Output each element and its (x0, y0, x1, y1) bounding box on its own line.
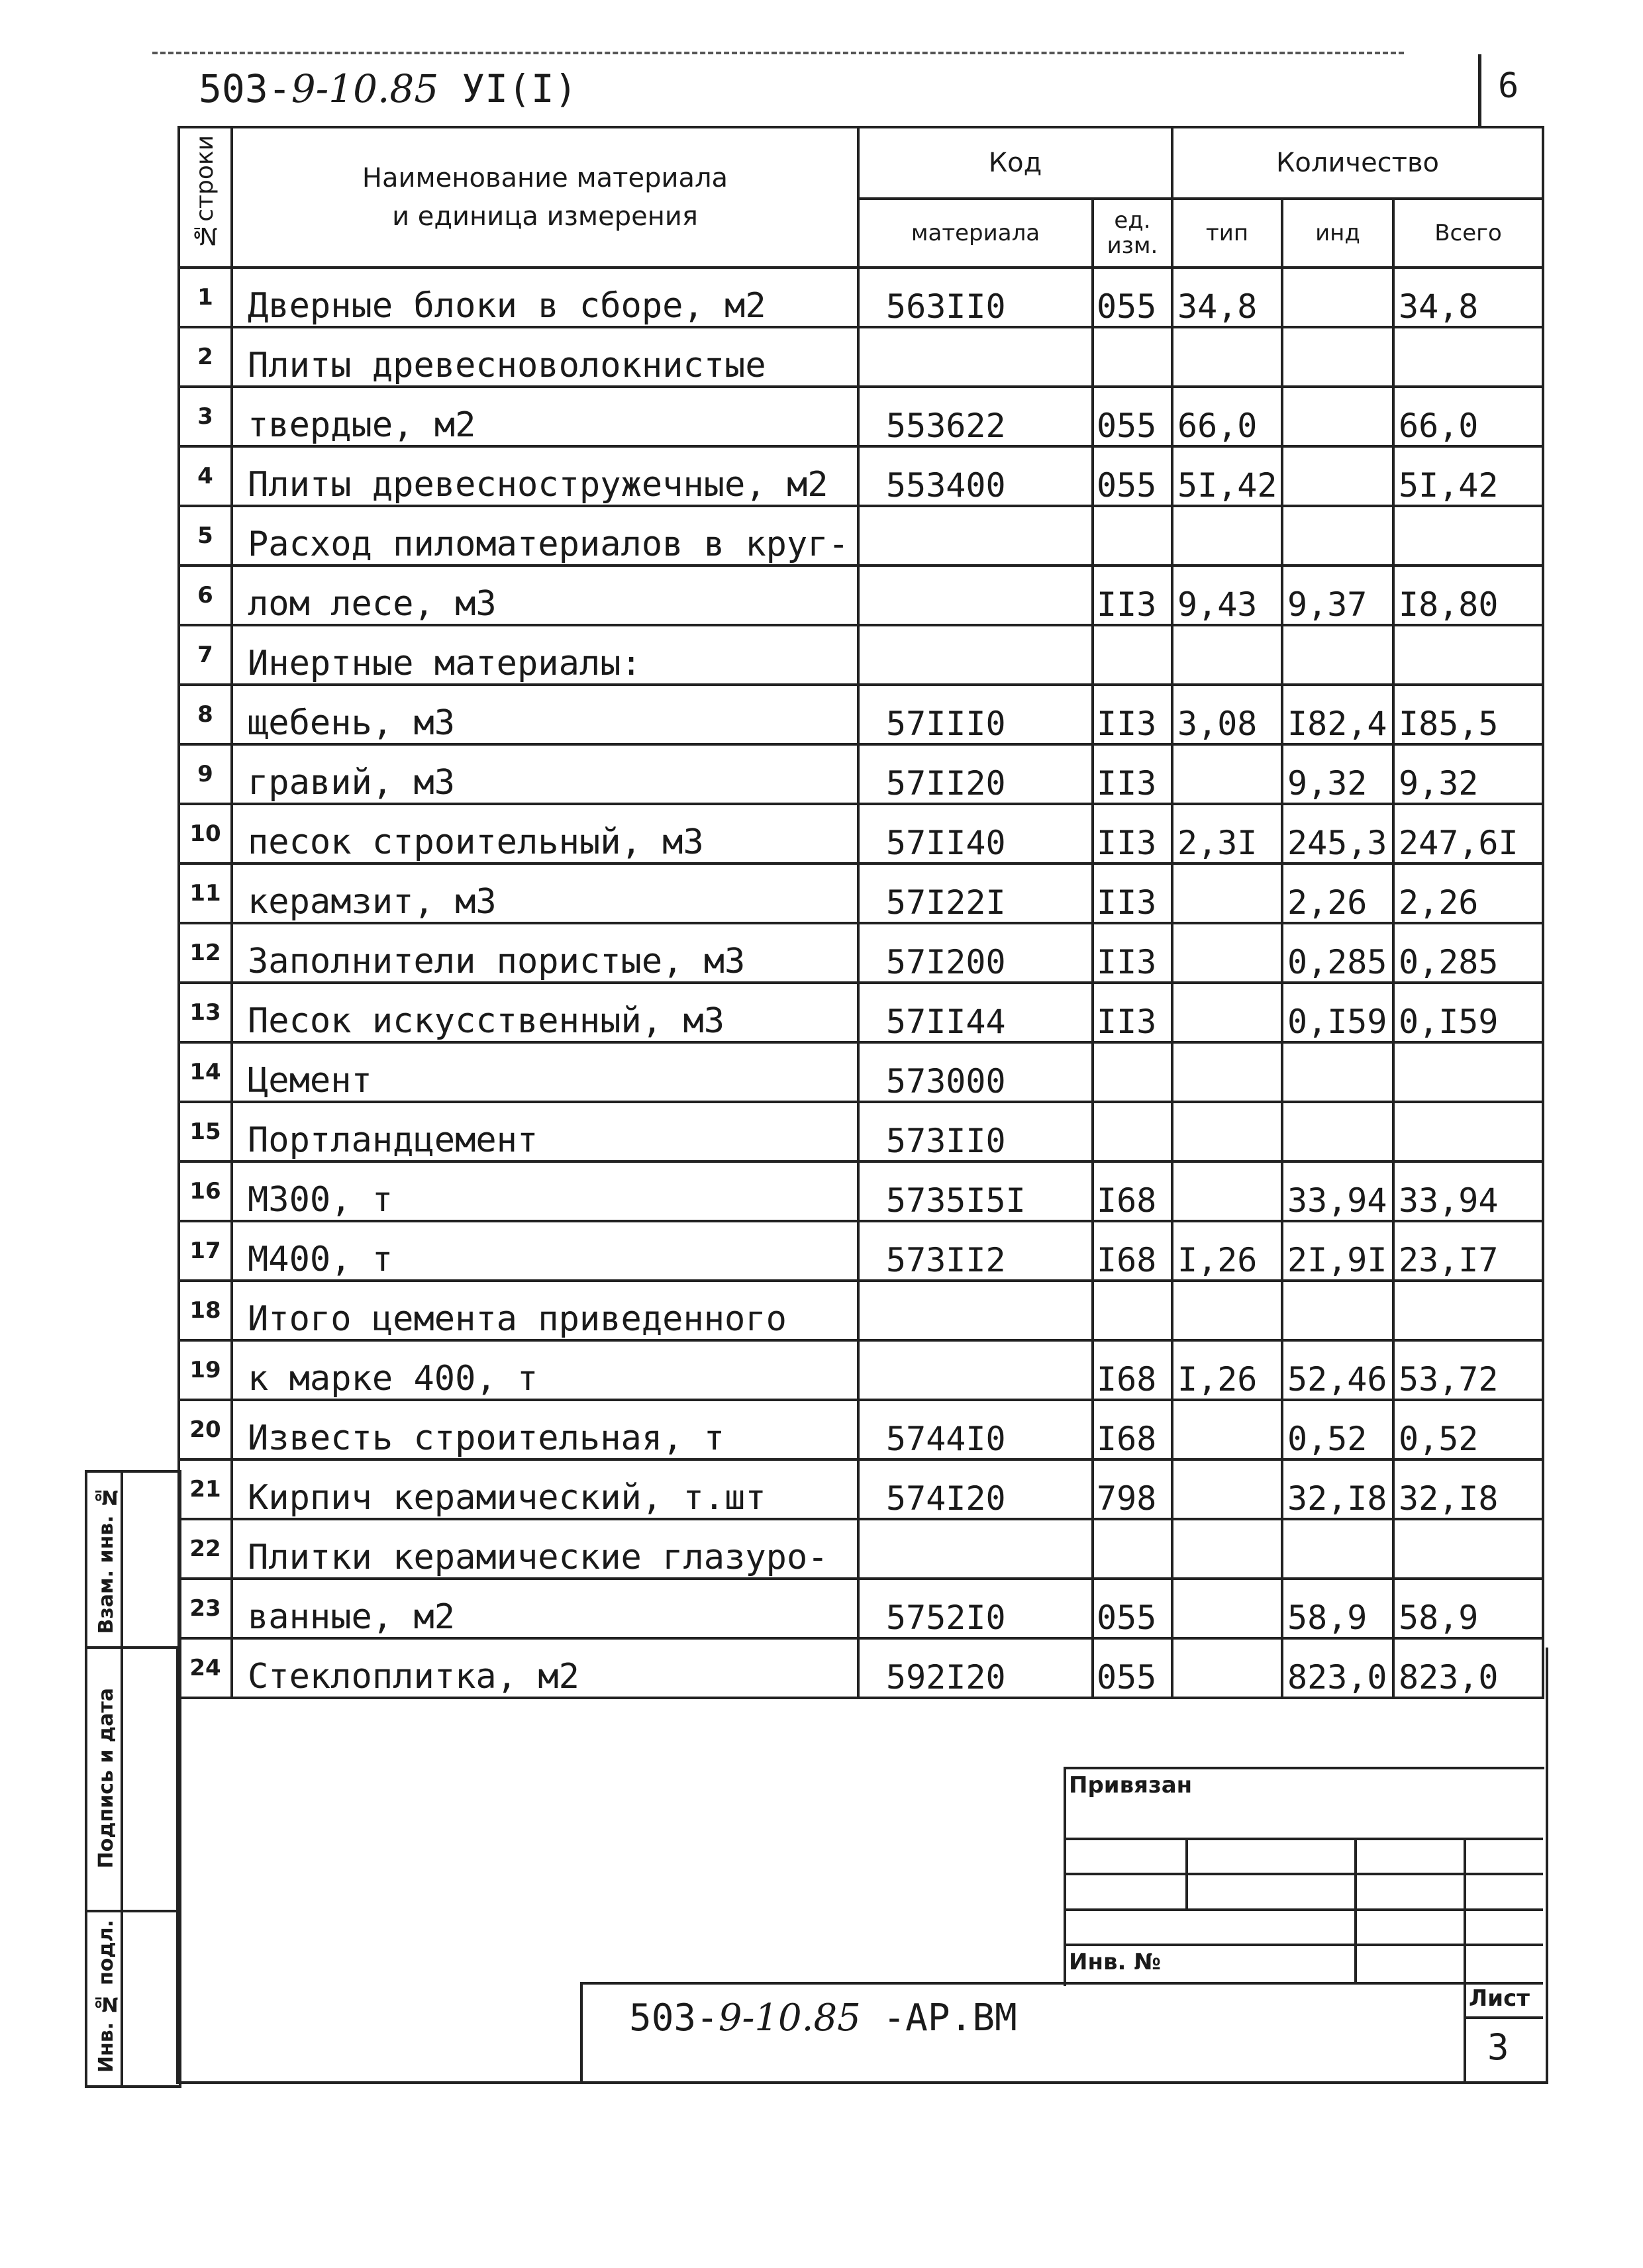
material-name: М300, т (232, 1161, 858, 1221)
qty-total: 0,52 (1393, 1400, 1543, 1459)
side-label-replace: Взам. инв. № (94, 1485, 118, 1634)
material-name: Кирпич керамический, т.шт (232, 1459, 858, 1519)
unit-code (1093, 1102, 1172, 1161)
unit-code: II3 (1093, 923, 1172, 983)
qty-individual (1282, 327, 1393, 387)
row-number: 1 (179, 268, 232, 327)
material-name: Итого цемента приведенного (232, 1281, 858, 1340)
material-code: 592I20 (858, 1638, 1093, 1698)
table-row (179, 506, 1543, 566)
row-number: 6 (179, 566, 232, 625)
qty-total: 53,72 (1393, 1340, 1543, 1400)
qty-type: 34,8 (1172, 268, 1282, 327)
qty-individual (1282, 387, 1393, 446)
table-row (179, 1042, 1543, 1102)
row-number: 18 (179, 1281, 232, 1340)
qty-type (1172, 1281, 1282, 1340)
table-row (179, 446, 1543, 506)
table-row (179, 1221, 1543, 1281)
header-code-unit: ед. изм. (1093, 199, 1172, 268)
qty-type (1172, 625, 1282, 685)
qty-individual (1282, 1519, 1393, 1579)
qty-type: 9,43 (1172, 566, 1282, 625)
unit-code (1093, 1519, 1172, 1579)
material-code: 563II0 (858, 268, 1093, 327)
material-name: к марке 400, т (232, 1340, 858, 1400)
qty-individual (1282, 1102, 1393, 1161)
table-row (179, 1102, 1543, 1161)
qty-type (1172, 506, 1282, 566)
header-code-material: материала (858, 199, 1093, 268)
material-name: гравий, м3 (232, 744, 858, 804)
table-row (179, 387, 1543, 446)
material-code: 57I22I (858, 863, 1093, 923)
row-number: 21 (179, 1459, 232, 1519)
unit-code: I68 (1093, 1221, 1172, 1281)
page-number: 6 (1498, 66, 1519, 106)
qty-total: 33,94 (1393, 1161, 1543, 1221)
unit-code: II3 (1093, 685, 1172, 744)
table-row (179, 685, 1543, 744)
qty-total: I85,5 (1393, 685, 1543, 744)
row-number: 10 (179, 804, 232, 863)
qty-individual (1282, 625, 1393, 685)
material-code: 574I20 (858, 1459, 1093, 1519)
header-material-name-line2: и единица измерения (392, 201, 698, 232)
row-number: 5 (179, 506, 232, 566)
material-code: 553400 (858, 446, 1093, 506)
qty-type: 66,0 (1172, 387, 1282, 446)
material-code: 57II40 (858, 804, 1093, 863)
qty-total: 32,I8 (1393, 1459, 1543, 1519)
table-row (179, 566, 1543, 625)
qty-individual: I82,4 (1282, 685, 1393, 744)
row-number: 15 (179, 1102, 232, 1161)
row-number: 11 (179, 863, 232, 923)
qty-individual (1282, 1042, 1393, 1102)
qty-individual: 33,94 (1282, 1161, 1393, 1221)
qty-total: 58,9 (1393, 1579, 1543, 1638)
side-label-signature: Подпись и дата (94, 1687, 118, 1869)
qty-total: 23,I7 (1393, 1221, 1543, 1281)
qty-total (1393, 1281, 1543, 1340)
qty-type: 5I,42 (1172, 446, 1282, 506)
qty-total (1393, 327, 1543, 387)
material-name: песок строительный, м3 (232, 804, 858, 863)
qty-total: 9,32 (1393, 744, 1543, 804)
side-stamp-block (85, 1470, 181, 2088)
qty-type (1172, 983, 1282, 1042)
unit-code: 055 (1093, 387, 1172, 446)
header-qty-type: тип (1172, 199, 1282, 268)
qty-type (1172, 1459, 1282, 1519)
qty-total (1393, 1042, 1543, 1102)
material-name: Цемент (232, 1042, 858, 1102)
unit-code: II3 (1093, 804, 1172, 863)
material-code (858, 1519, 1093, 1579)
material-name: Плиты древесностружечные, м2 (232, 446, 858, 506)
material-name: Заполнители пористые, м3 (232, 923, 858, 983)
unit-code: II3 (1093, 744, 1172, 804)
unit-code: I68 (1093, 1340, 1172, 1400)
unit-code: 055 (1093, 446, 1172, 506)
qty-individual (1282, 506, 1393, 566)
material-code: 553622 (858, 387, 1093, 446)
table-row (179, 983, 1543, 1042)
title-block-document-code: 503-9-10.85 -АР.ВМ (629, 1997, 1017, 2040)
material-code: 5744I0 (858, 1400, 1093, 1459)
material-code: 573II2 (858, 1221, 1093, 1281)
row-number: 8 (179, 685, 232, 744)
table-row (179, 863, 1543, 923)
row-number: 22 (179, 1519, 232, 1579)
qty-type (1172, 1400, 1282, 1459)
material-name: Песок искусственный, м3 (232, 983, 858, 1042)
unit-code: II3 (1093, 863, 1172, 923)
row-number: 2 (179, 327, 232, 387)
qty-total: 2,26 (1393, 863, 1543, 923)
qty-type (1172, 923, 1282, 983)
qty-individual: 32,I8 (1282, 1459, 1393, 1519)
row-number: 12 (179, 923, 232, 983)
material-code: 57I200 (858, 923, 1093, 983)
material-name: Инертные материалы: (232, 625, 858, 685)
qty-individual: 0,285 (1282, 923, 1393, 983)
row-number: 13 (179, 983, 232, 1042)
table-row (179, 804, 1543, 863)
table-row (179, 625, 1543, 685)
material-code (858, 506, 1093, 566)
unit-code: 798 (1093, 1459, 1172, 1519)
row-number: 16 (179, 1161, 232, 1221)
material-name: твердые, м2 (232, 387, 858, 446)
qty-total: 66,0 (1393, 387, 1543, 446)
qty-individual (1282, 446, 1393, 506)
table-row (179, 327, 1543, 387)
qty-individual: 2I,9I (1282, 1221, 1393, 1281)
unit-code (1093, 1042, 1172, 1102)
qty-type (1172, 327, 1282, 387)
row-number: 23 (179, 1579, 232, 1638)
material-code (858, 1340, 1093, 1400)
row-number: 17 (179, 1221, 232, 1281)
qty-total: 0,285 (1393, 923, 1543, 983)
header-row-number: №строки (179, 127, 232, 268)
qty-individual: 823,0 (1282, 1638, 1393, 1698)
document-code-handwritten: 9-10.85 (291, 66, 439, 111)
material-name: Стеклоплитка, м2 (232, 1638, 858, 1698)
qty-individual: 58,9 (1282, 1579, 1393, 1638)
header-qty-individual: инд (1282, 199, 1393, 268)
header-qty-total: Всего (1393, 199, 1543, 268)
table-row (179, 1459, 1543, 1519)
qty-individual (1282, 1281, 1393, 1340)
qty-type: I,26 (1172, 1340, 1282, 1400)
row-number: 7 (179, 625, 232, 685)
material-code: 5735I5I (858, 1161, 1093, 1221)
header-material-name-line1: Наименование материала (362, 163, 728, 193)
unit-code: I68 (1093, 1161, 1172, 1221)
material-name: лом лесе, м3 (232, 566, 858, 625)
header-code: Код (858, 127, 1172, 199)
unit-code (1093, 327, 1172, 387)
page-number-divider (1478, 54, 1481, 127)
document-code-prefix: 503- (199, 66, 291, 111)
row-number: 3 (179, 387, 232, 446)
qty-type (1172, 1161, 1282, 1221)
sheet-label: Лист (1469, 1985, 1530, 2012)
qty-total: 34,8 (1393, 268, 1543, 327)
qty-individual: 52,46 (1282, 1340, 1393, 1400)
material-code (858, 1281, 1093, 1340)
top-dashed-line (152, 52, 1404, 54)
qty-type (1172, 744, 1282, 804)
qty-individual: 9,37 (1282, 566, 1393, 625)
qty-individual (1282, 268, 1393, 327)
unit-code: 055 (1093, 268, 1172, 327)
table-row (179, 1281, 1543, 1340)
unit-code: II3 (1093, 566, 1172, 625)
binding-label: Привязан (1069, 1772, 1193, 1799)
table-row (179, 1340, 1543, 1400)
table-row (179, 1161, 1543, 1221)
qty-total (1393, 625, 1543, 685)
qty-individual: 0,I59 (1282, 983, 1393, 1042)
qty-individual: 245,3 (1282, 804, 1393, 863)
qty-type (1172, 1042, 1282, 1102)
qty-total (1393, 506, 1543, 566)
row-number: 24 (179, 1638, 232, 1698)
material-name: Известь строительная, т (232, 1400, 858, 1459)
qty-individual: 9,32 (1282, 744, 1393, 804)
inventory-label: Инв. № (1069, 1949, 1162, 1975)
material-name: М400, т (232, 1221, 858, 1281)
unit-code (1093, 1281, 1172, 1340)
qty-individual: 0,52 (1282, 1400, 1393, 1459)
material-name: Плиты древесноволокнистые (232, 327, 858, 387)
table-row (179, 268, 1543, 327)
row-number: 4 (179, 446, 232, 506)
material-name: керамзит, м3 (232, 863, 858, 923)
material-name: ванные, м2 (232, 1579, 858, 1638)
material-code (858, 327, 1093, 387)
material-code (858, 625, 1093, 685)
table-row (179, 1519, 1543, 1579)
table-row (179, 923, 1543, 983)
material-name: щебень, м3 (232, 685, 858, 744)
material-code: 57II44 (858, 983, 1093, 1042)
qty-total: 823,0 (1393, 1638, 1543, 1698)
document-code-suffix: УI(I) (462, 66, 577, 111)
material-name: Расход пиломатериалов в круг- (232, 506, 858, 566)
qty-type: I,26 (1172, 1221, 1282, 1281)
unit-code (1093, 506, 1172, 566)
table-row (179, 1579, 1543, 1638)
material-code: 573000 (858, 1042, 1093, 1102)
row-number: 9 (179, 744, 232, 804)
table-row (179, 1400, 1543, 1459)
qty-total: 0,I59 (1393, 983, 1543, 1042)
qty-total: I8,80 (1393, 566, 1543, 625)
row-number: 14 (179, 1042, 232, 1102)
material-code: 5752I0 (858, 1579, 1093, 1638)
unit-code: 055 (1093, 1579, 1172, 1638)
header-quantity: Количество (1172, 127, 1543, 199)
qty-total (1393, 1519, 1543, 1579)
qty-individual: 2,26 (1282, 863, 1393, 923)
unit-code: II3 (1093, 983, 1172, 1042)
header-material-name (232, 127, 858, 268)
row-number: 19 (179, 1340, 232, 1400)
qty-type (1172, 1519, 1282, 1579)
material-code: 573II0 (858, 1102, 1093, 1161)
material-name: Дверные блоки в сборе, м2 (232, 268, 858, 327)
sheet-number: 3 (1487, 2026, 1509, 2068)
material-name: Плитки керамические глазуро- (232, 1519, 858, 1579)
material-code: 57II20 (858, 744, 1093, 804)
material-name: Портландцемент (232, 1102, 858, 1161)
unit-code (1093, 625, 1172, 685)
qty-type (1172, 1579, 1282, 1638)
unit-code: 055 (1093, 1638, 1172, 1698)
document-code (199, 66, 577, 111)
materials-table (177, 126, 1544, 1699)
table-row (179, 744, 1543, 804)
qty-type: 2,3I (1172, 804, 1282, 863)
material-code (858, 566, 1093, 625)
qty-type: 3,08 (1172, 685, 1282, 744)
qty-total: 5I,42 (1393, 446, 1543, 506)
unit-code: I68 (1093, 1400, 1172, 1459)
qty-total (1393, 1102, 1543, 1161)
qty-total: 247,6I (1393, 804, 1543, 863)
qty-type (1172, 1102, 1282, 1161)
row-number: 20 (179, 1400, 232, 1459)
side-label-inventory: Инв. № подл. (94, 1919, 118, 2073)
qty-type (1172, 863, 1282, 923)
material-code: 57III0 (858, 685, 1093, 744)
